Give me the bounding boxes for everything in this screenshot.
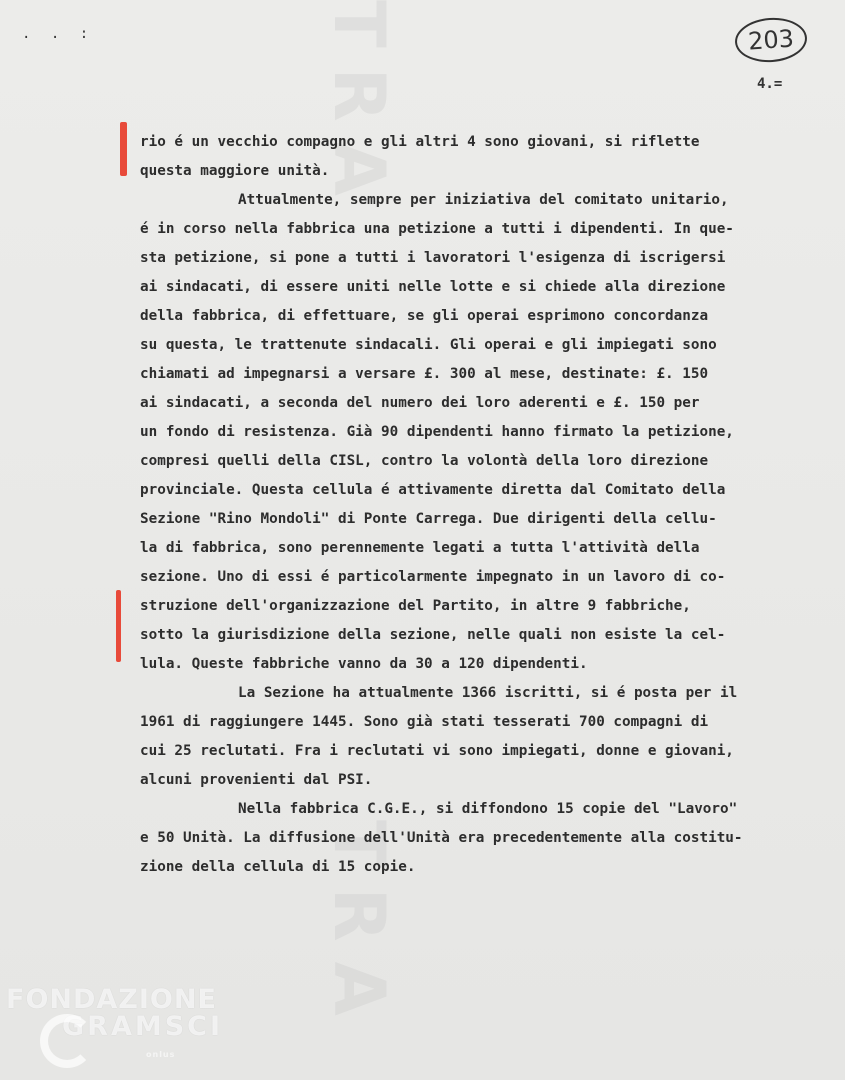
text-line: compresi quelli della CISL, contro la volontà della loro direzione xyxy=(140,453,709,469)
text-line: sezione. Uno di essi é particolarmente impegnato in un lavoro di co- xyxy=(140,569,726,585)
text-line: su questa, le trattenute sindacali. Gli operai e gli impiegati sono xyxy=(140,337,717,353)
text-line: é in corso nella fabbrica una petizione a tutti i dipendenti. In que- xyxy=(140,221,734,237)
text-line: alcuni provenienti dal PSI. xyxy=(140,772,373,788)
text-line: della fabbrica, di effettuare, se gli operai esprimono concordanza xyxy=(140,308,709,324)
text-line: chiamati ad impegnarsi a versare £. 300 al mese, destinate: £. 150 xyxy=(140,366,709,382)
typewritten-text xyxy=(140,128,830,882)
logo-subtitle: onlus xyxy=(146,1050,176,1059)
text-line: ai sindacati, a seconda del numero dei loro aderenti e £. 150 per xyxy=(140,395,700,411)
text-line: ai sindacati, di essere uniti nelle lotte e si chiede alla direzione xyxy=(140,279,726,295)
corner-marks: . . : xyxy=(22,26,95,42)
text-line: questa maggiore unità. xyxy=(140,163,330,179)
logo-line2: GRAMSCI xyxy=(62,1011,224,1042)
background-watermark: TRA xyxy=(318,820,400,1036)
text-line: zione della cellula di 15 copie. xyxy=(140,859,416,875)
text-line: rio é un vecchio compagno e gli altri 4 sono giovani, si riflette xyxy=(140,134,700,150)
page-number: 4.= xyxy=(757,76,783,92)
logo-g-icon xyxy=(40,1014,94,1068)
text-line: cui 25 reclutati. Fra i reclutati vi sono impiegati, donne e giovani, xyxy=(140,743,734,759)
text-line: la di fabbrica, sono perennemente legati a tutta l'attività della xyxy=(140,540,700,556)
background-watermark: TRA xyxy=(318,0,400,216)
text-line: sotto la giurisdizione della sezione, nelle quali non esiste la cel- xyxy=(140,627,726,643)
margin-mark-red xyxy=(120,122,127,176)
text-line: e 50 Unità. La diffusione dell'Unità era precedentemente alla costitu- xyxy=(140,830,743,846)
archive-number-circled: 203 xyxy=(734,16,809,65)
text-line: un fondo di resistenza. Già 90 dipendenti hanno firmato la petizione, xyxy=(140,424,734,440)
text-line: struzione dell'organizzazione del Partito, in altre 9 fabbriche, xyxy=(140,598,691,614)
text-line: lula. Queste fabbriche vanno da 30 a 120 dipendenti. xyxy=(140,656,588,672)
logo-line1: FONDAZIONE xyxy=(6,984,217,1015)
margin-mark-red xyxy=(116,590,121,662)
text-line: sta petizione, si pone a tutti i lavoratori l'esigenza di iscrigersi xyxy=(140,250,726,266)
text-line: 1961 di raggiungere 1445. Sono già stati tesserati 700 compagni di xyxy=(140,714,709,730)
fondazione-gramsci-logo xyxy=(6,984,224,1074)
text-line: Attualmente, sempre per iniziativa del comitato unitario, xyxy=(238,192,729,208)
text-line: Nella fabbrica C.G.E., si diffondono 15 copie del "Lavoro" xyxy=(238,801,738,817)
text-line: Sezione "Rino Mondoli" di Ponte Carrega. Due dirigenti della cellu- xyxy=(140,511,717,527)
text-line: La Sezione ha attualmente 1366 iscritti, si é posta per il xyxy=(238,685,738,701)
text-line: provinciale. Questa cellula é attivamente diretta dal Comitato della xyxy=(140,482,726,498)
